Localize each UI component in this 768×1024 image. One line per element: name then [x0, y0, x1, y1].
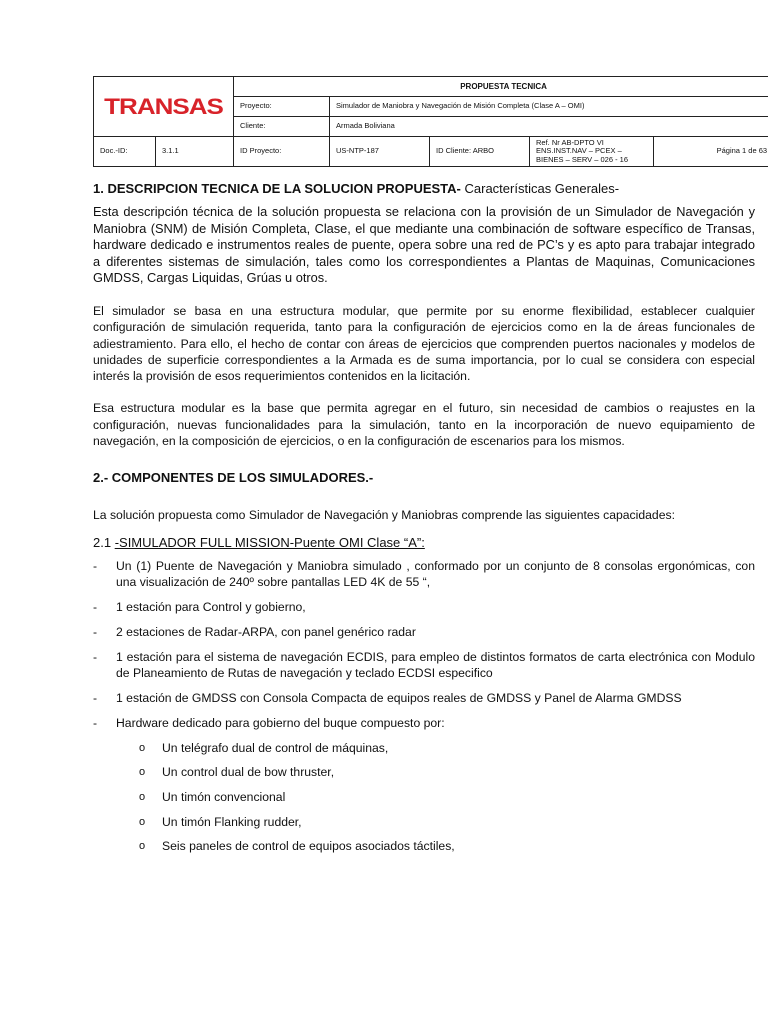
header-title: PROPUESTA TECNICA: [234, 77, 768, 97]
components-list: [93, 558, 755, 731]
docid-label: Doc.-ID:: [94, 137, 156, 167]
section1-heading: [93, 180, 755, 198]
list-item: - 1 estación para Control y gobierno,: [93, 599, 306, 614]
section1-heading-bold: 1. DESCRIPCION TECNICA DE LA SOLUCION PROPUESTA-: [93, 181, 461, 196]
cliente-value: Armada Boliviana: [330, 117, 768, 137]
page-number: Página 1 de 63: [654, 137, 768, 167]
list-item: - 1 estación para el sistema de navegación ECDIS, para empleo de distintos formatos de carta electrónica con Modulo de Planeamiento de Rutas de navegación y teclado ECDSI especifico: [93, 649, 755, 680]
sub-list-item: o Un timón Flanking rudder,: [139, 814, 302, 829]
sub-list-item: o Seis paneles de control de equipos asociados táctiles,: [139, 839, 455, 854]
docid-value: 3.1.1: [156, 137, 234, 167]
idproyecto-value: US-NTP-187: [330, 137, 430, 167]
section2-1-title: -SIMULADOR FULL MISSION-Puente OMI Clase “A”:: [114, 534, 425, 550]
proyecto-value: Simulador de Maniobra y Navegación de Misión Completa (Clase A – OMI): [330, 97, 768, 117]
reference: Ref. Nr AB-DPTO VI ENS.INST.NAV – PCEX – BIENES – SERV – 026 - 16: [530, 137, 654, 167]
list-item: - 2 estaciones de Radar-ARPA, con panel genérico radar: [93, 624, 416, 639]
list-item: - Hardware dedicado para gobierno del buque compuesto por:: [93, 715, 445, 730]
section2-1-number: 2.1: [93, 534, 115, 550]
document-body: [93, 180, 755, 863]
section2-intro: La solución propuesta como Simulador de Navegación y Maniobras comprende las siguientes capacidades:: [93, 508, 675, 523]
section1-paragraph-1: Esta descripción técnica de la solución propuesta se relaciona con la provisión de un Simulador de Navegación y Maniobra (SNM) de Misión Completa, Clase, el que mediante una combinación de software específico de Transas, hardware dedicado e instrumentos reales de puente, opera sobre una red de PC’s y es apto para trabajar integrado a diferentes sistemas de simulación, tales como los correspondientes a Plantas de Maquinas, Comunicaciones GMDSS, Cargas Liquidas, Grúas u otros.: [93, 204, 755, 286]
section1-paragraph-3: Esa estructura modular es la base que permita agregar en el futuro, sin necesidad de cambios o reajustes en la configuración, nuevas funcionalidades para la simulación, tanto en la incorporación de nuevo equipamiento de navegación, en la composición de ejercicios, o en la configuración de escenarios para los mismos.: [93, 401, 755, 449]
section1-paragraph-2: El simulador se basa en una estructura modular, que permite por su enorme flexibilidad, establecer cualquier configuración de simulación requerida, tanto para la configuración de ejercicios como en la de áreas funcionales de adiestramiento. Para ello, el hecho de contar con áreas de ejercicios que comprenden puertos nacionales y modelos de unidades de superficie correspondientes a la Armada es de suma importancia, por lo cual se considera con especial interés la provisión de esos requerimientos contenidos en la licitación.: [93, 303, 755, 384]
hardware-sublist: [93, 740, 755, 855]
sub-list-item: o Un telégrafo dual de control de máquinas,: [139, 740, 389, 755]
proyecto-label: Proyecto:: [234, 97, 330, 117]
cliente-label: Cliente:: [234, 117, 330, 137]
idcliente: ID Cliente: ARBO: [430, 137, 530, 167]
sub-list-item: o Un control dual de bow thruster,: [139, 765, 335, 780]
section1-heading-rest: Características Generales-: [460, 181, 620, 196]
list-item: - Un (1) Puente de Navegación y Maniobra simulado , conformado por un conjunto de 8 consolas ergonómicas, con una visualización de 240º sobre pantallas LED 4K de 55 “,: [93, 558, 755, 589]
header-table: [93, 76, 768, 167]
list-item: - 1 estación de GMDSS con Consola Compacta de equipos reales de GMDSS y Panel de Alarma GMDSS: [93, 690, 682, 705]
logo-cell: [94, 77, 234, 137]
section2-1-heading: [93, 534, 755, 552]
transas-logo: TRANSAS: [104, 92, 223, 119]
idproyecto-label: ID Proyecto:: [234, 137, 330, 167]
section2-heading: 2.- COMPONENTES DE LOS SIMULADORES.-: [93, 470, 374, 486]
sub-list-item: o Un timón convencional: [139, 789, 286, 804]
